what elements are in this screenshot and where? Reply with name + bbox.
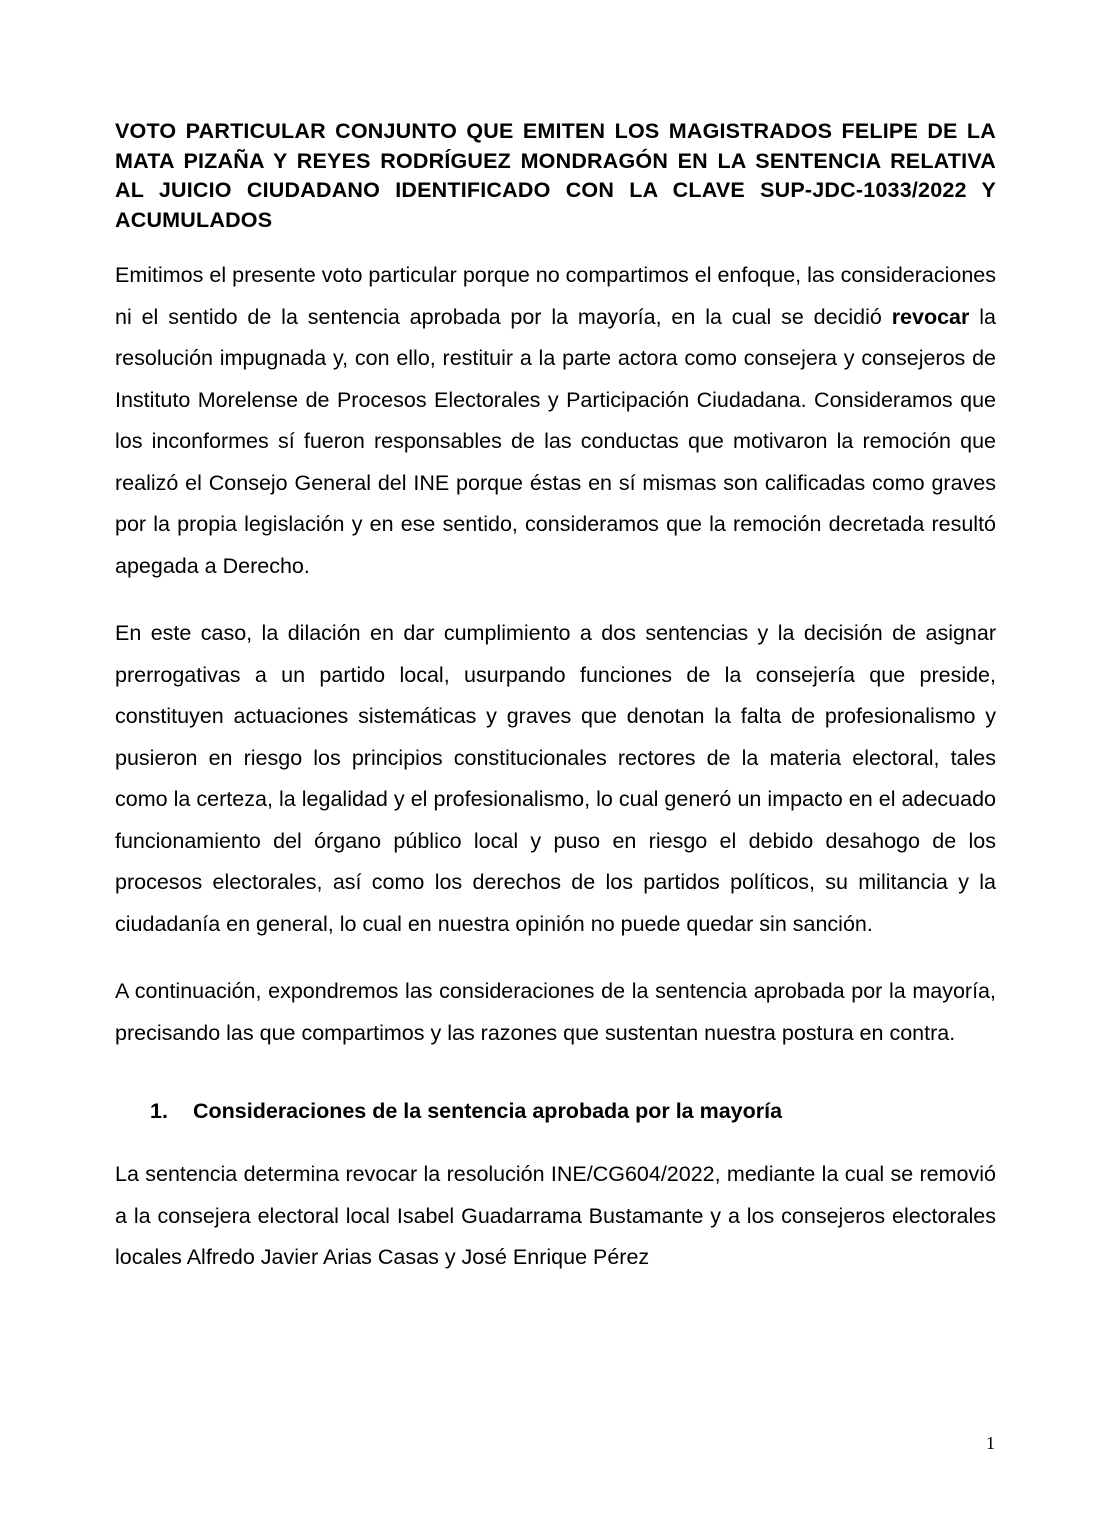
page-number: 1 <box>986 1433 995 1453</box>
section-number: 1. <box>150 1099 168 1123</box>
section-heading-1 <box>115 1096 996 1126</box>
document-body <box>115 117 996 1279</box>
paragraph-1-bold-word: revocar <box>891 304 970 329</box>
paragraph-3: A continuación, expondremos las consideraciones de la sentencia aprobada por la mayoría, precisando las que compartimos y las razones que sustentan nuestra postura en contra. <box>115 979 996 1045</box>
paragraph-2: En este caso, la dilación en dar cumplimiento a dos sentencias y la decisión de asignar prerrogativas a un partido local, usurpando funciones de la consejería que preside, constituyen actuaciones sistemáticas y graves que denotan la falta de profesionalismo y pusieron en riesgo los principios constitucionales rectores de la materia electoral, tales como la certeza, la legalidad y el profesionalismo, lo cual generó un impacto en el adecuado funcionamiento del órgano público local y puso en riesgo el debido desahogo de los procesos electorales, así como los derechos de los partidos políticos, su militancia y la ciudadanía en general, lo cual en nuestra opinión no puede quedar sin sanción. <box>115 621 996 936</box>
document-title: VOTO PARTICULAR CONJUNTO QUE EMITEN LOS MAGISTRADOS FELIPE DE LA MATA PIZAÑA Y REYES RODRÍGUEZ MONDRAGÓN EN LA SENTENCIA RELATIVA AL JUICIO CIUDADANO IDENTIFICADO CON LA CLAVE SUP-JDC-1033/2022 Y ACUMULADOS <box>115 119 996 232</box>
paragraph-1-text-end: la resolución impugnada y, con ello, restituir a la parte actora como consejera y consejeros de Instituto Morelense de Procesos Electorales y Participación Ciudadana. Consideramos que los inconformes sí fueron responsables de las conductas que motivaron la remoción que realizó el Consejo General del INE porque éstas en sí mismas son calificadas como graves por la propia legislación y en ese sentido, consideramos que la remoción decretada resultó apegada a Derecho. <box>115 304 996 578</box>
section-heading-text: Consideraciones de la sentencia aprobada por la mayoría <box>193 1099 783 1123</box>
paragraph-4: La sentencia determina revocar la resolución INE/CG604/2022, mediante la cual se removió a la consejera electoral local Isabel Guadarrama Bustamante y a los consejeros electorales locales Alfredo Javier Arias Casas y José Enrique Pérez <box>115 1162 996 1269</box>
paragraph-1 <box>115 255 996 587</box>
paragraph-1-text-start: Emitimos el presente voto particular porque no compartimos el enfoque, las consideraciones ni el sentido de la sentencia aprobada por la mayoría, en la cual se decidió <box>115 263 996 329</box>
